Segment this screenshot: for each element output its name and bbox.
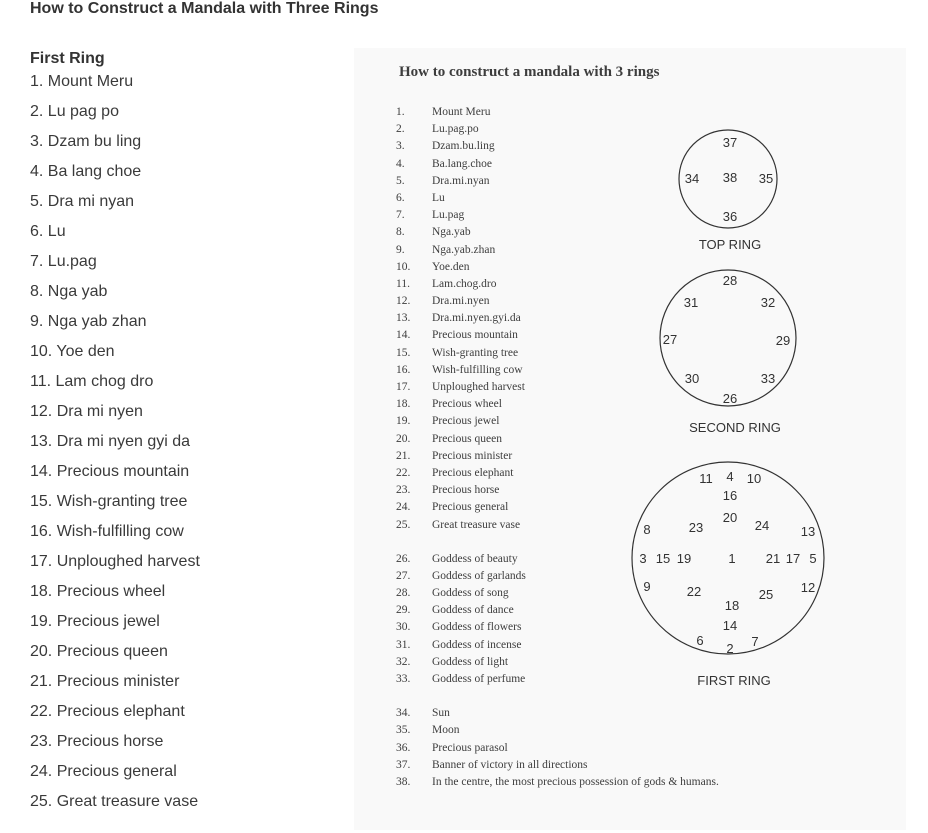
- scan-item-text: Precious horse: [432, 484, 500, 497]
- scan-item-number: 9.: [396, 243, 405, 256]
- scan-item-number: 33.: [396, 673, 411, 685]
- second-ring-number: 28: [722, 273, 738, 288]
- first-ring-list-item: 25. Great treasure vase: [30, 793, 199, 810]
- first-ring-number: 23: [688, 520, 704, 535]
- first-ring-number: 8: [643, 522, 651, 537]
- scan-item-number: 10.: [396, 260, 411, 273]
- scan-item-number: 23.: [396, 484, 411, 497]
- first-ring-number: 16: [722, 488, 738, 503]
- first-ring-number: 22: [686, 584, 702, 599]
- scan-item-number: 1.: [396, 106, 405, 118]
- scan-item-number: 12.: [396, 295, 411, 308]
- scan-item-number: 2.: [396, 123, 405, 136]
- first-ring-number: 11: [699, 471, 713, 486]
- first-ring-list-item: 14. Precious mountain: [30, 463, 190, 480]
- scan-title: How to construct a mandala with 3 rings: [399, 64, 660, 80]
- first-ring-label: FIRST RING: [697, 673, 771, 688]
- scan-item-text: Precious wheel: [432, 398, 502, 411]
- first-ring-list-section: [30, 47, 330, 817]
- first-ring-list-item: 24. Precious general: [30, 763, 177, 780]
- first-ring-list-item: 2. Lu pag po: [30, 103, 119, 120]
- first-ring-number: 4: [726, 469, 734, 484]
- scan-item-text: Moon: [432, 724, 460, 737]
- first-ring-list-item: 7. Lu.pag: [30, 253, 97, 270]
- first-ring-list-item: 9. Nga yab zhan: [30, 313, 147, 330]
- scan-item-number: 21.: [396, 449, 411, 462]
- scan-item-number: 7.: [396, 209, 405, 222]
- scan-item-number: 14.: [396, 329, 411, 342]
- second-ring-number: 26: [722, 391, 738, 406]
- scan-item-number: 5.: [396, 174, 405, 187]
- first-ring-list: [30, 71, 330, 817]
- first-ring-list-item: 3. Dzam bu ling: [30, 133, 142, 150]
- scan-item-text: Dzam.bu.ling: [432, 140, 495, 153]
- second-ring-number: 32: [760, 295, 776, 310]
- scan-item-text: Precious jewel: [432, 415, 500, 428]
- scan-item-text: Nga.yab: [432, 226, 471, 239]
- scan-item-text: Nga.yab.zhan: [432, 243, 496, 256]
- page-title: How to Construct a Mandala with Three Rings: [30, 0, 379, 17]
- scan-item-number: 35.: [396, 724, 411, 737]
- first-ring-list-item: 4. Ba lang choe: [30, 163, 142, 180]
- first-ring-number: 15: [655, 551, 671, 566]
- scan-item-text: Goddess of incense: [432, 638, 522, 651]
- scan-item-number: 26.: [396, 552, 411, 565]
- second-ring-number: 30: [684, 371, 700, 386]
- scan-item-text: Great treasure vase: [432, 518, 521, 531]
- first-ring-list-item: 1. Mount Meru: [30, 73, 134, 90]
- scan-item-number: 20.: [396, 432, 411, 445]
- top-ring-number: 37: [722, 135, 738, 150]
- first-ring-number: 9: [643, 579, 651, 594]
- scan-item-number: 11.: [396, 277, 410, 290]
- first-ring-list-item: 18. Precious wheel: [30, 583, 166, 600]
- second-ring-number: 27: [662, 332, 678, 347]
- scan-item-text: Ba.lang.choe: [432, 157, 493, 170]
- top-ring-number: 35: [758, 171, 774, 186]
- scan-item-text: Lu: [432, 191, 445, 204]
- first-ring-number: 10: [746, 471, 762, 486]
- scan-item-text: Goddess of light: [432, 655, 509, 668]
- second-ring-number: 29: [775, 333, 791, 348]
- first-ring-heading: First Ring: [30, 50, 105, 67]
- scan-item-number: 34.: [396, 707, 411, 720]
- first-ring-list-item: 10. Yoe den: [30, 343, 115, 360]
- scan-item-text: Goddess of flowers: [432, 621, 522, 634]
- scan-item-text: Mount Meru: [432, 106, 491, 118]
- scan-item-text: Dra.mi.nyen: [432, 295, 490, 308]
- first-ring-list-item: 13. Dra mi nyen gyi da: [30, 433, 191, 450]
- scan-item-text: Yoe.den: [432, 260, 470, 273]
- first-ring-number: 13: [800, 524, 816, 539]
- first-ring-number: 3: [639, 551, 647, 566]
- scan-item-text: Dra.mi.nyen.gyi.da: [432, 312, 521, 325]
- scan-item-text: Dra.mi.nyan: [432, 174, 490, 187]
- first-ring-number: 21: [765, 551, 781, 566]
- scan-item-number: 27.: [396, 569, 411, 582]
- scan-item-number: 6.: [396, 191, 405, 204]
- first-ring-number: 20: [722, 510, 738, 525]
- scan-item-number: 18.: [396, 398, 411, 411]
- scan-item-text: Banner of victory in all directions: [432, 758, 588, 771]
- scan-item-number: 31.: [396, 638, 411, 651]
- scan-item-number: 22.: [396, 466, 411, 479]
- top-ring-number: 34: [684, 171, 700, 186]
- first-ring-list-item: 22. Precious elephant: [30, 703, 185, 720]
- scan-item-number: 15.: [396, 346, 411, 359]
- scan-item-text: Unploughed harvest: [432, 381, 525, 393]
- second-ring-number: 31: [683, 295, 699, 310]
- scan-item-text: Goddess of perfume: [432, 673, 526, 685]
- first-ring-number: 6: [696, 633, 704, 648]
- first-ring-list-item: 11. Lam chog dro: [30, 373, 154, 390]
- first-ring-list-item: 5. Dra mi nyan: [30, 193, 135, 210]
- first-ring-number: 24: [754, 518, 770, 533]
- scan-item-text: Lu.pag.po: [432, 123, 479, 136]
- second-ring-number: 33: [760, 371, 776, 386]
- first-ring-number: 5: [809, 551, 817, 566]
- scan-item-text: Precious elephant: [432, 466, 514, 479]
- scan-item-text: Precious queen: [432, 432, 502, 445]
- top-ring-number: 36: [722, 209, 738, 224]
- scan-item-number: 29.: [396, 604, 411, 617]
- mandala-ring-diagrams: [354, 48, 906, 830]
- scan-item-text: Precious mountain: [432, 329, 518, 342]
- scan-item-number: 28.: [396, 587, 411, 600]
- scan-item-text: Goddess of beauty: [432, 552, 518, 565]
- first-ring-number: 17: [785, 551, 801, 566]
- scan-item-text: Goddess of garlands: [432, 569, 526, 582]
- scan-item-text: Goddess of dance: [432, 604, 514, 617]
- scan-item-number: 38.: [396, 775, 411, 788]
- scan-item-number: 17.: [396, 381, 411, 393]
- first-ring-number: 12: [800, 580, 816, 595]
- first-ring-number: 19: [676, 551, 692, 566]
- scan-item-number: 30.: [396, 621, 411, 634]
- first-ring-list-item: 23. Precious horse: [30, 733, 164, 750]
- scan-item-text: Precious parasol: [432, 741, 508, 754]
- scan-item-number: 8.: [396, 226, 405, 239]
- first-ring-list-item: 21. Precious minister: [30, 673, 180, 690]
- scan-item-text: Precious minister: [432, 449, 513, 462]
- first-ring-number: 25: [758, 587, 774, 602]
- top-ring-number: 38: [722, 170, 738, 185]
- first-ring-number: 2: [726, 641, 734, 656]
- scan-item-number: 32.: [396, 655, 411, 668]
- scan-item-text: Lam.chog.dro: [432, 277, 497, 290]
- scan-item-text: Precious general: [432, 501, 509, 514]
- second-ring-label: SECOND RING: [689, 420, 781, 435]
- scan-item-number: 4.: [396, 157, 405, 170]
- first-ring-list-item: 8. Nga yab: [30, 283, 108, 300]
- top-ring-label: TOP RING: [698, 237, 762, 252]
- scan-item-number: 16.: [396, 363, 411, 376]
- first-ring-number: 1: [728, 551, 736, 566]
- scan-item-number: 24.: [396, 501, 411, 514]
- scan-item-text: Sun: [432, 707, 450, 720]
- scan-item-number: 19.: [396, 415, 411, 428]
- first-ring-list-item: 12. Dra mi nyen: [30, 403, 143, 420]
- first-ring-number: 7: [751, 634, 759, 649]
- scan-item-text: Wish-fulfilling cow: [432, 363, 523, 376]
- scan-item-number: 37.: [396, 758, 411, 771]
- first-ring-list-item: 6. Lu: [30, 223, 66, 240]
- scan-item-number: 25.: [396, 518, 411, 531]
- first-ring-list-item: 17. Unploughed harvest: [30, 553, 200, 570]
- first-ring-number: 14: [722, 618, 738, 633]
- scan-item-text: Wish-granting tree: [432, 346, 519, 359]
- first-ring-list-item: 19. Precious jewel: [30, 613, 160, 630]
- first-ring-list-item: 20. Precious queen: [30, 643, 168, 660]
- scan-item-text: Lu.pag: [432, 209, 465, 222]
- scan-item-text: Goddess of song: [432, 587, 509, 600]
- first-ring-list-item: 15. Wish-granting tree: [30, 493, 188, 510]
- first-ring-list-item: 16. Wish-fulfilling cow: [30, 523, 184, 540]
- scan-item-number: 13.: [396, 312, 411, 325]
- scan-item-number: 36.: [396, 741, 411, 754]
- scan-item-number: 3.: [396, 140, 405, 153]
- scan-item-text: In the centre, the most precious possession of gods & humans.: [432, 775, 719, 788]
- mandala-scanned-image: [354, 48, 906, 830]
- first-ring-number: 18: [724, 598, 740, 613]
